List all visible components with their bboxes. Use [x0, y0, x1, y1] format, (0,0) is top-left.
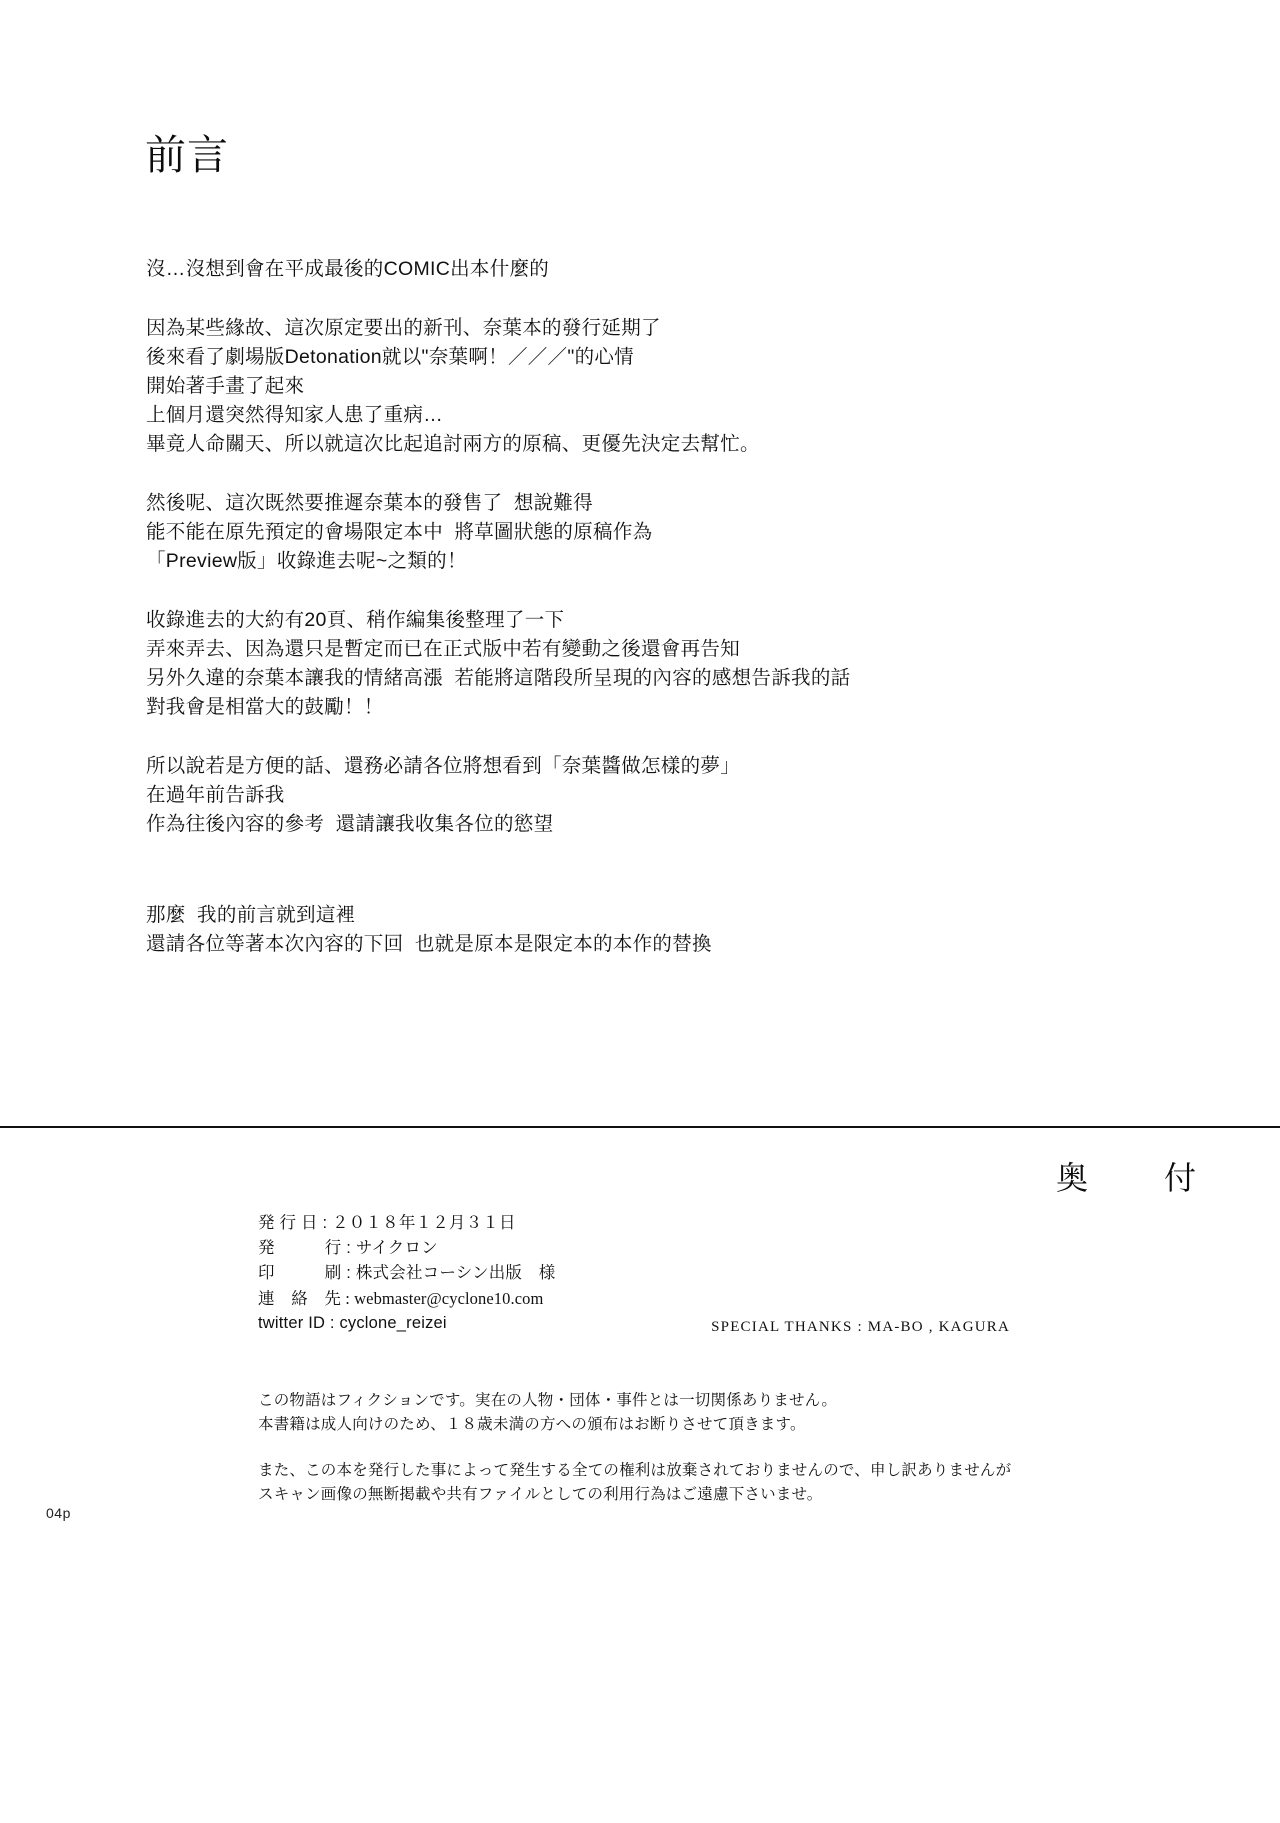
colophon-contact-email: 連 絡 先 : webmaster@cyclone10.com	[258, 1289, 544, 1308]
notice-line: スキャン画像の無断掲載や共有ファイルとしての利用行為はご遠慮下さいませ。	[258, 1486, 823, 1503]
special-thanks: SPECIAL THANKS : MA-BO , KAGURA	[711, 1319, 1010, 1335]
foreword-line: 所以說若是方便的話、還務必請各位將想看到「奈葉醬做怎樣的夢」	[146, 755, 741, 777]
colophon-heading: 奥 付	[1055, 1160, 1218, 1196]
colophon-notice	[258, 1389, 1011, 1507]
colophon-publisher: 発 行 : サイクロン	[258, 1239, 438, 1257]
foreword-line: 弄來弄去、因為還只是暫定而已在正式版中若有變動之後還會再告知	[146, 638, 741, 660]
foreword-line: 作為往後內容的參考 還請讓我收集各位的慾望	[146, 813, 554, 835]
foreword-line: 後來看了劇場版Detonation就以"奈葉啊！／／／"的心情	[146, 346, 634, 368]
foreword-line: 上個月還突然得知家人患了重病…	[146, 404, 444, 426]
foreword-paragraph	[146, 489, 1146, 576]
foreword-line: 對我會是相當大的鼓勵！！	[146, 696, 384, 718]
colophon-info	[258, 1211, 556, 1336]
notice-line: 本書籍は成人向けのため、１８歳未満の方への頒布はお断りさせて頂きます。	[258, 1416, 806, 1433]
foreword-line: 沒…沒想到會在平成最後的COMIC出本什麼的	[146, 258, 550, 280]
foreword-line: 另外久違的奈葉本讓我的情緒高漲 若能將這階段所呈現的內容的感想告訴我的話	[146, 667, 851, 689]
foreword-line: 開始著手畫了起來	[146, 375, 305, 397]
foreword-paragraph	[146, 606, 1146, 722]
section-divider	[0, 1126, 1280, 1128]
foreword-paragraph	[146, 255, 1146, 284]
foreword-line: 畢竟人命關天、所以就這次比起追討兩方的原稿、更優先決定去幫忙。	[146, 433, 760, 455]
page-number: 04p	[46, 1505, 71, 1521]
foreword-body	[146, 255, 1146, 989]
foreword-heading: 前言	[145, 132, 229, 178]
foreword-line: 收錄進去的大約有20頁、稍作編集後整理了一下	[146, 609, 565, 631]
notice-line: また、この本を発行した事によって発生する全ての権利は放棄されておりませんので、申し訳ありませんが	[258, 1462, 1012, 1479]
colophon-publish-date: 発 行 日 : ２０１８年１２月３１日	[258, 1214, 516, 1232]
foreword-line: 那麼 我的前言就到這裡	[146, 904, 356, 926]
colophon-twitter-id: twitter ID : cyclone_reizei	[258, 1314, 447, 1332]
foreword-paragraph	[146, 901, 1146, 959]
colophon-printer: 印 刷 : 株式会社コーシン出版 様	[258, 1264, 556, 1282]
foreword-line: 因為某些緣故、這次原定要出的新刊、奈葉本的發行延期了	[146, 317, 661, 339]
foreword-line: 「Preview版」收錄進去呢~之類的！	[146, 550, 467, 572]
foreword-paragraph	[146, 752, 1146, 839]
foreword-line: 能不能在原先預定的會場限定本中 將草圖狀態的原稿作為	[146, 521, 653, 543]
foreword-line: 然後呢、這次既然要推遲奈葉本的發售了 想說難得	[146, 492, 594, 514]
foreword-line: 在過年前告訴我	[146, 784, 285, 806]
notice-line: この物語はフィクションです。実在の人物・団体・事件とは一切関係ありません。	[258, 1392, 838, 1409]
foreword-line: 還請各位等著本次內容的下回 也就是原本是限定本的本作的替換	[146, 933, 712, 955]
foreword-paragraph	[146, 314, 1146, 459]
